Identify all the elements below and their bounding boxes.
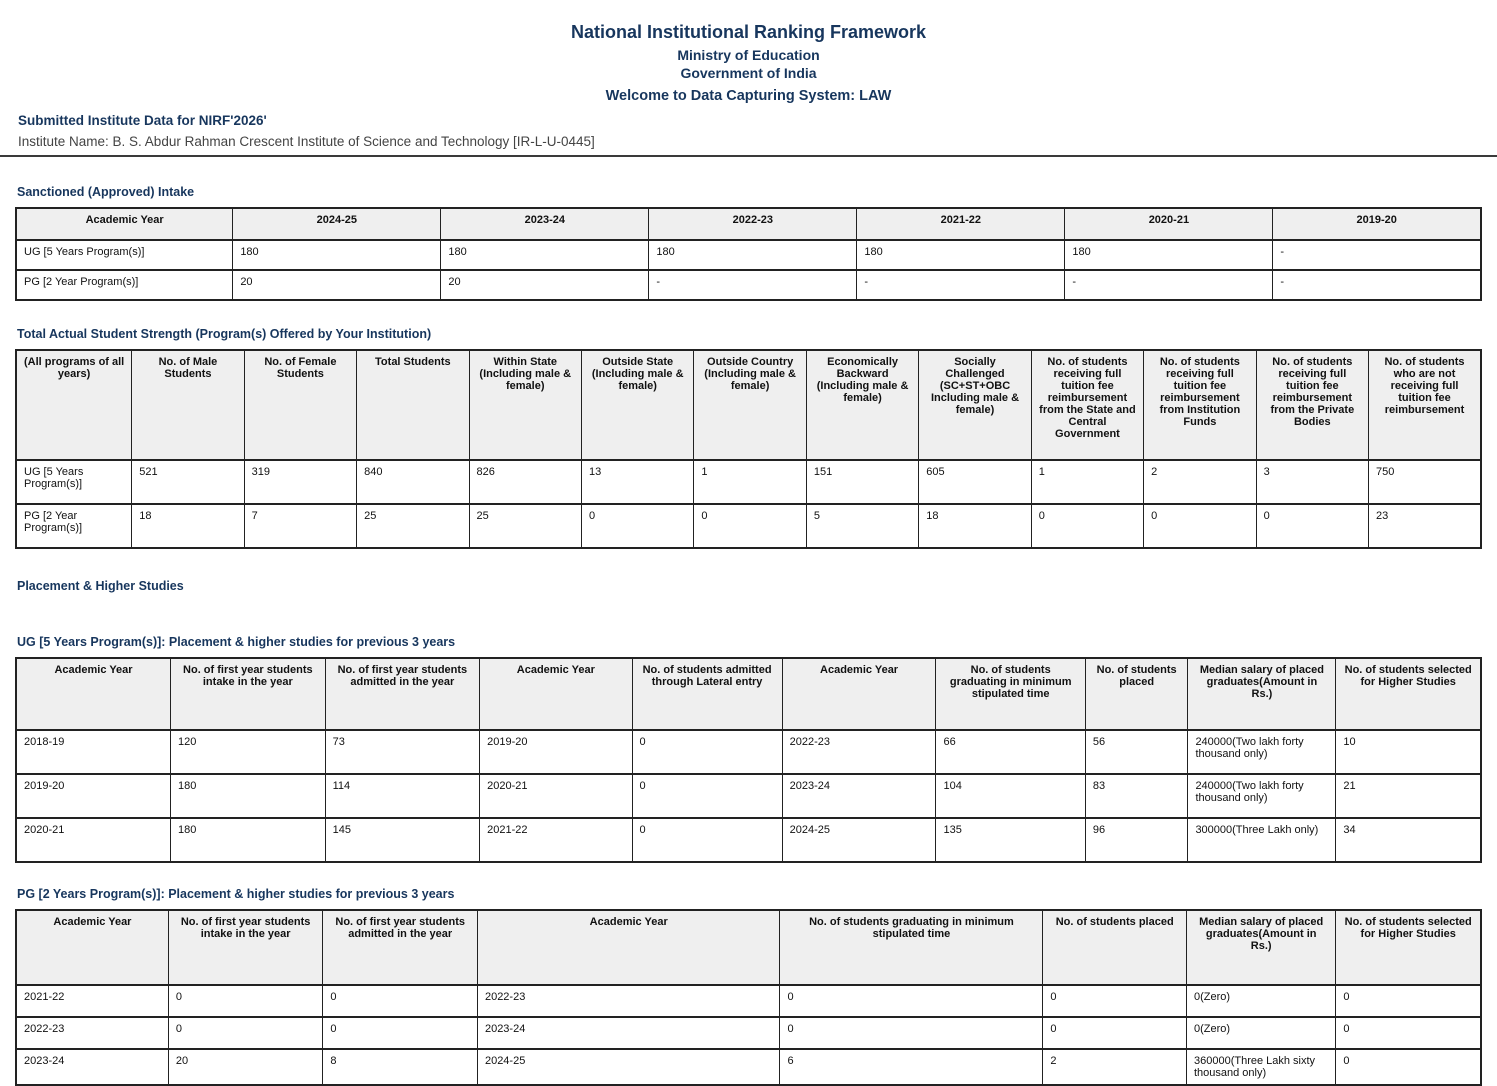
column-header: 2021-22 [857,208,1065,240]
table-row [16,1017,1481,1049]
table-cell: 319 [244,460,356,504]
table-cell: 2020-21 [480,774,632,818]
table-cell: 0 [1144,504,1256,548]
table-cell: 96 [1085,818,1188,862]
ug-placement-table [15,657,1482,863]
sanctioned-intake-table [15,207,1482,301]
table-row [16,240,1481,270]
table-cell: 2018-19 [16,730,171,774]
header-row [16,658,1481,730]
table-cell: 2022-23 [782,730,936,774]
table-cell: 0 [632,818,782,862]
table-cell: 21 [1336,774,1481,818]
column-header: 2023-24 [441,208,649,240]
column-header: No. of first year students intake in the year [171,658,326,730]
table-cell: 180 [171,818,326,862]
table-cell: 0 [323,985,478,1017]
table-cell: 0 [632,730,782,774]
table-cell: 6 [780,1049,1043,1085]
table-cell: 7 [244,504,356,548]
column-header: No. of students receiving full tuition fee reimbursement from Institution Funds [1144,350,1256,460]
section-heading-student-strength: Total Actual Student Strength (Program(s) Offered by Your Institution) [17,327,432,341]
page-header [0,22,1497,104]
table-cell: 750 [1369,460,1481,504]
welcome-line: Welcome to Data Capturing System: LAW [605,88,892,104]
table-cell: 180 [233,240,441,270]
column-header: Outside Country (Including male & female) [694,350,806,460]
institute-name-line: Institute Name: B. S. Abdur Rahman Crescent Institute of Science and Technology [IR-L-U-0445] [18,134,595,149]
table-cell: 2023-24 [477,1017,780,1049]
table-cell: 240000(Two lakh forty thousand only) [1188,774,1336,818]
table-cell: 0 [1043,1017,1187,1049]
column-header: Total Students [357,350,469,460]
table-cell: 0 [168,1017,323,1049]
table-cell: 521 [132,460,244,504]
table-cell: 240000(Two lakh forty thousand only) [1188,730,1336,774]
table-cell: 2022-23 [16,1017,168,1049]
table-row [16,270,1481,300]
table-cell: UG [5 Years Program(s)] [16,460,132,504]
table-cell: 180 [857,240,1065,270]
table-cell: 0(Zero) [1186,1017,1335,1049]
table-cell: 2020-21 [16,818,171,862]
table-cell: 2024-25 [782,818,936,862]
table-cell: 3 [1256,460,1368,504]
column-header: No. of students receiving full tuition fee reimbursement from the Private Bodies [1256,350,1368,460]
table-cell: 10 [1336,730,1481,774]
column-header: Socially Challenged (SC+ST+OBC Including male & female) [919,350,1031,460]
section-heading-placement: Placement & Higher Studies [17,579,184,593]
column-header: 2024-25 [233,208,441,240]
table-cell: 83 [1085,774,1188,818]
column-header: (All programs of all years) [16,350,132,460]
table-cell: 0 [632,774,782,818]
table-cell: 180 [441,240,649,270]
table-cell: 0 [780,985,1043,1017]
column-header: 2019-20 [1273,208,1481,240]
column-header: No. of students placed [1085,658,1188,730]
table-cell: 5 [806,504,918,548]
table-row [16,985,1481,1017]
table-cell: 2022-23 [477,985,780,1017]
header-row [16,208,1481,240]
table-cell: 20 [441,270,649,300]
table-cell: 73 [325,730,480,774]
table-cell: 840 [357,460,469,504]
table-cell: 1 [694,460,806,504]
column-header: Academic Year [16,910,168,985]
pg-placement-table [15,909,1482,1086]
table-cell: 180 [649,240,857,270]
column-header: Median salary of placed graduates(Amount in Rs.) [1188,658,1336,730]
column-header: Academic Year [477,910,780,985]
table-row [16,730,1481,774]
table-cell: 114 [325,774,480,818]
column-header: No. of students who are not receiving full tuition fee reimbursement [1369,350,1481,460]
table-cell: 0 [1256,504,1368,548]
table-cell: 2023-24 [16,1049,168,1085]
column-header: No. of first year students admitted in the year [325,658,480,730]
column-header: No. of Male Students [132,350,244,460]
table-cell: 2021-22 [480,818,632,862]
table-cell: 180 [1065,240,1273,270]
section-heading-ug-placement: UG [5 Years Program(s)]: Placement & higher studies for previous 3 years [17,635,456,649]
table-row [16,774,1481,818]
submitted-data-line: Submitted Institute Data for NIRF'2026' [18,113,267,128]
column-header: Within State (Including male & female) [469,350,581,460]
table-cell: 2023-24 [782,774,936,818]
table-cell: 145 [325,818,480,862]
table-cell: 120 [171,730,326,774]
column-header: Outside State (Including male & female) [581,350,693,460]
table-cell: 605 [919,460,1031,504]
table-cell: 56 [1085,730,1188,774]
table-cell: 2019-20 [480,730,632,774]
table-row [16,460,1481,504]
column-header: No. of students graduating in minimum stipulated time [936,658,1085,730]
table-cell: 1 [1031,460,1143,504]
column-header: Academic Year [480,658,632,730]
table-cell: 0(Zero) [1186,985,1335,1017]
column-header: Academic Year [16,208,233,240]
table-cell: 0 [323,1017,478,1049]
table-cell: 0 [168,985,323,1017]
table-cell: - [1273,240,1481,270]
table-cell: - [857,270,1065,300]
section-heading-sanctioned-intake: Sanctioned (Approved) Intake [17,185,195,199]
student-strength-table [15,349,1482,549]
column-header: No. of students receiving full tuition fee reimbursement from the State and Central Government [1031,350,1143,460]
table-cell: UG [5 Years Program(s)] [16,240,233,270]
table-cell: 2024-25 [477,1049,780,1085]
table-row [16,818,1481,862]
table-cell: PG [2 Year Program(s)] [16,504,132,548]
table-cell: 104 [936,774,1085,818]
table-cell: 0 [1336,1017,1481,1049]
table-cell: 66 [936,730,1085,774]
table-cell: 34 [1336,818,1481,862]
column-header: No. of students graduating in minimum stipulated time [780,910,1043,985]
column-header: Economically Backward (Including male & female) [806,350,918,460]
header-row [16,910,1481,985]
column-header: No. of first year students intake in the year [168,910,323,985]
page-title: National Institutional Ranking Framework [570,22,927,42]
table-cell: 360000(Three Lakh sixty thousand only) [1186,1049,1335,1085]
table-cell: 180 [171,774,326,818]
table-cell: 13 [581,460,693,504]
table-cell: 0 [694,504,806,548]
table-cell: 2019-20 [16,774,171,818]
header-row [16,350,1481,460]
column-header: 2022-23 [649,208,857,240]
column-header: No. of students admitted through Lateral entry [632,658,782,730]
column-header: No. of students placed [1043,910,1187,985]
table-cell: 0 [1336,1049,1481,1085]
column-header: 2020-21 [1065,208,1273,240]
table-cell: 826 [469,460,581,504]
column-header: Median salary of placed graduates(Amount in Rs.) [1186,910,1335,985]
table-cell: 20 [168,1049,323,1085]
ministry-subtitle: Ministry of Education [677,47,820,63]
table-cell: 0 [780,1017,1043,1049]
table-cell: 0 [1043,985,1187,1017]
table-row [16,1049,1481,1085]
table-cell: 300000(Three Lakh only) [1188,818,1336,862]
table-cell: 0 [1031,504,1143,548]
table-cell: - [649,270,857,300]
table-cell: 0 [581,504,693,548]
table-cell: 8 [323,1049,478,1085]
table-cell: 135 [936,818,1085,862]
table-cell: 20 [233,270,441,300]
table-cell: 2 [1043,1049,1187,1085]
column-header: No. of Female Students [244,350,356,460]
table-row [16,504,1481,548]
table-cell: 25 [469,504,581,548]
column-header: Academic Year [16,658,171,730]
table-cell: 0 [1336,985,1481,1017]
table-cell: PG [2 Year Program(s)] [16,270,233,300]
column-header: No. of students selected for Higher Studies [1336,658,1481,730]
column-header: No. of students selected for Higher Studies [1336,910,1481,985]
table-cell: 18 [132,504,244,548]
table-cell: 25 [357,504,469,548]
table-cell: 23 [1369,504,1481,548]
table-cell: 18 [919,504,1031,548]
table-cell: 151 [806,460,918,504]
column-header: Academic Year [782,658,936,730]
column-header: No. of first year students admitted in the year [323,910,478,985]
table-cell: - [1065,270,1273,300]
table-cell: 2 [1144,460,1256,504]
government-subtitle: Government of India [680,65,817,81]
table-cell: 2021-22 [16,985,168,1017]
table-cell: - [1273,270,1481,300]
section-heading-pg-placement: PG [2 Years Program(s)]: Placement & higher studies for previous 3 years [17,887,455,901]
